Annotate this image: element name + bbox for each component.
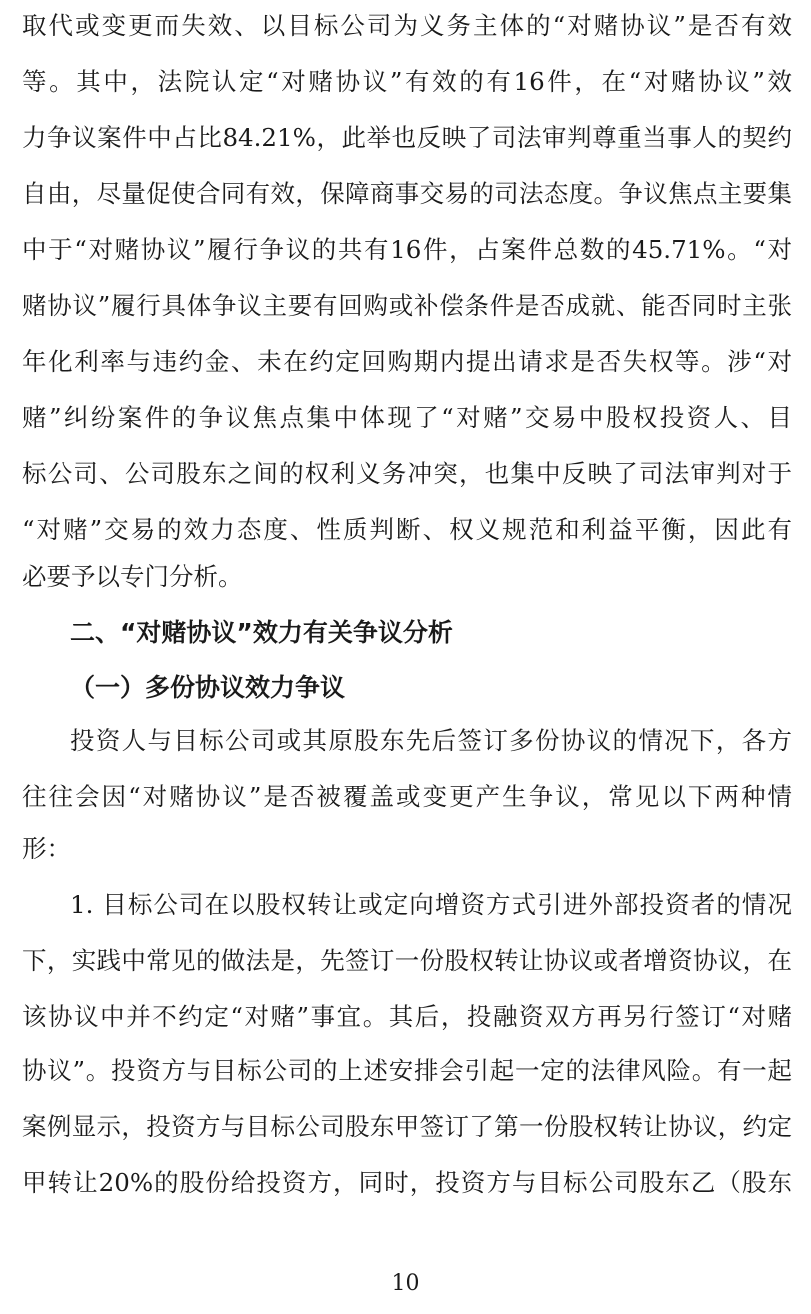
body-text-line: 协议”。投资方与目标公司的上述安排会引起一定的法律风险。有一起 (22, 1056, 792, 1085)
subsection-heading: （一）多份协议效力争议 (70, 673, 346, 702)
body-text-line: 1. 目标公司在以股权转让或定向增资方式引进外部投资者的情况 (70, 890, 792, 919)
body-text-line: “对赌”交易的效力态度、性质判断、权义规范和利益平衡，因此有 (22, 515, 792, 544)
body-text-line: 形： (22, 834, 71, 863)
body-text-line: 等。其中，法院认定“对赌协议”有效的有16件，在“对赌协议”效 (22, 67, 792, 96)
body-text-line: 中于“对赌协议”履行争议的共有16件，占案件总数的45.71%。“对 (22, 235, 792, 264)
body-text-line: 取代或变更而失效、以目标公司为义务主体的“对赌协议”是否有效 (22, 11, 792, 40)
body-text-line: 自由，尽量促使合同有效，保障商事交易的司法态度。争议焦点主要集 (22, 179, 792, 208)
body-text-line: 赌协议”履行具体争议主要有回购或补偿条件是否成就、能否同时主张 (22, 291, 792, 320)
body-text-line: 必要予以专门分析。 (22, 562, 243, 591)
page-number: 10 (391, 1271, 420, 1296)
body-text-line: 赌”纠纷案件的争议焦点集中体现了“对赌”交易中股权投资人、目 (22, 403, 792, 432)
body-text-line: 案例显示，投资方与目标公司股东甲签订了第一份股权转让协议，约定 (22, 1112, 792, 1141)
body-text-line: 往往会因“对赌协议”是否被覆盖或变更产生争议，常见以下两种情 (22, 782, 792, 811)
body-text-line: 投资人与目标公司或其原股东先后签订多份协议的情况下，各方 (70, 726, 792, 755)
body-text-line: 年化利率与违约金、未在约定回购期内提出请求是否失权等。涉“对 (22, 347, 792, 376)
body-text-line: 甲转让20%的股份给投资方，同时，投资方与目标公司股东乙（股东 (22, 1168, 792, 1197)
body-text-line: 该协议中并不约定“对赌”事宜。其后，投融资双方再另行签订“对赌 (22, 1002, 792, 1031)
section-heading: 二、“对赌协议”效力有关争议分析 (70, 618, 453, 647)
body-text-line: 下，实践中常见的做法是，先签订一份股权转让协议或者增资协议，在 (22, 946, 792, 975)
body-text-line: 标公司、公司股东之间的权利义务冲突，也集中反映了司法审判对于 (22, 459, 792, 488)
body-text-line: 力争议案件中占比84.21%，此举也反映了司法审判尊重当事人的契约 (22, 123, 792, 152)
